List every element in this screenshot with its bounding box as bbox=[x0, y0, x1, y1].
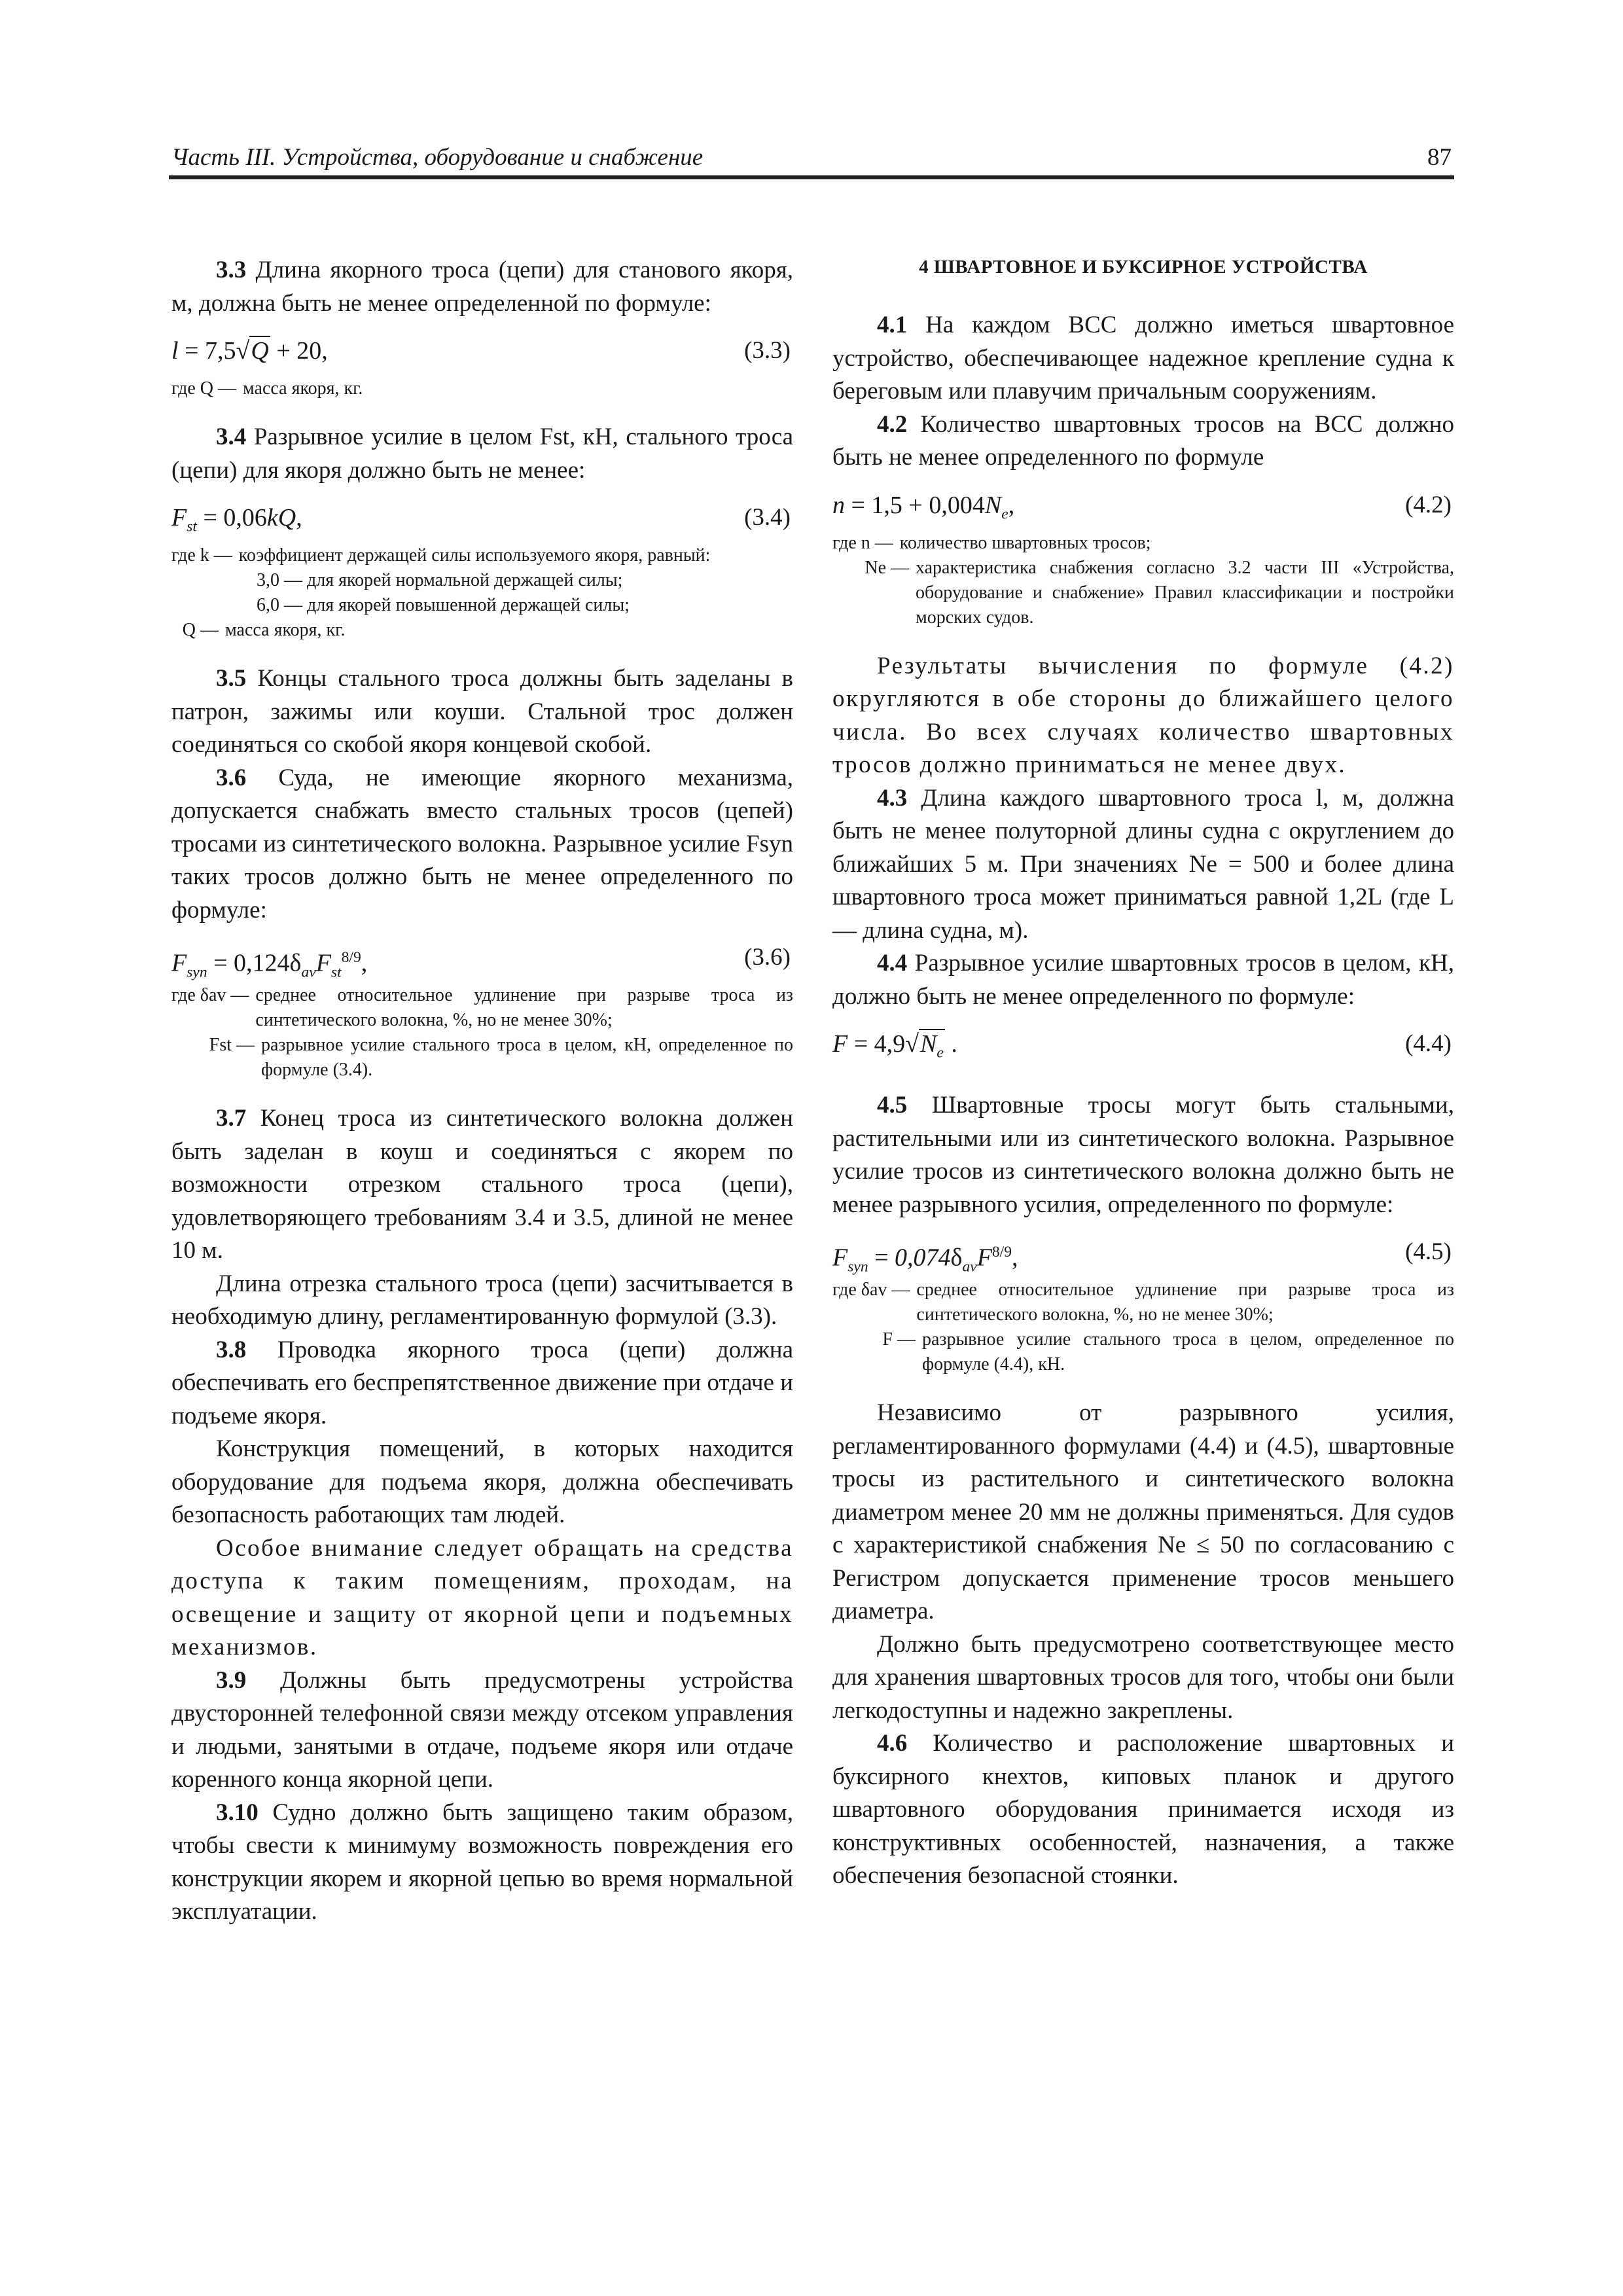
formula-expression: $F = 4,9√N_e$ . bbox=[832, 1030, 957, 1062]
formula-number: (4.2) bbox=[1405, 491, 1452, 518]
clause-number: 3.3 bbox=[216, 257, 247, 283]
formula-3-3 bbox=[171, 334, 793, 367]
formula-expression: $F_{syn} = 0,124\delta_{av}F_{st}^{8/9}$, bbox=[171, 949, 368, 981]
formula-4-5 bbox=[832, 1236, 1454, 1276]
legend-desc: разрывное усилие стального троса в целом, определенное по формуле (4.4), кН. bbox=[922, 1329, 1454, 1374]
page-header bbox=[169, 143, 1454, 179]
clause-number: 4.5 bbox=[877, 1092, 908, 1119]
paragraph-3-7 bbox=[171, 1102, 793, 1268]
formula-expression: l = 7,5√Q + 20, bbox=[171, 337, 328, 365]
formula-4-2 bbox=[832, 489, 1454, 522]
clause-number: 3.10 bbox=[216, 1799, 259, 1826]
formula-expression: $n = 1,5 + 0,004N_e$, bbox=[832, 491, 1015, 523]
legend-desc: характеристика снабжения согласно 3.2 части III «Устройства, оборудование и снабжение» Правил классификации и постройки морских судов. bbox=[916, 557, 1454, 628]
section-title: 4 ШВАРТОВНОЕ И БУКСИРНОЕ УСТРОЙСТВА bbox=[919, 257, 1368, 278]
paragraph-4-2 bbox=[832, 408, 1454, 475]
formula-legend bbox=[171, 376, 793, 401]
clause-number: 4.4 bbox=[877, 950, 908, 977]
formula-number: (4.4) bbox=[1405, 1030, 1452, 1057]
clause-number: 3.4 bbox=[216, 423, 247, 450]
clause-number: 3.9 bbox=[216, 1666, 247, 1694]
paragraph-3-8-c: Особое внимание следует обращать на средства доступа к таким помещениям, проходам, на освещение и защиту от якорной цепи и подъемных механизмов. bbox=[171, 1534, 793, 1660]
legend-desc: среднее относительное удлинение при разрыве троса из синтетического волокна, %, но не менее 30%; bbox=[255, 985, 793, 1030]
legend-label: где Q — bbox=[171, 378, 236, 399]
legend-desc: масса якоря, кг. bbox=[225, 620, 346, 640]
paragraph-3-8 bbox=[171, 1334, 793, 1433]
legend-desc: разрывное усилие стального троса в целом, кН, определенное по формуле (3.4). bbox=[261, 1035, 793, 1080]
paragraph-4-2-b: Результаты вычисления по формуле (4.2) округляются в обе стороны до ближайшего целого числа. Во всех случаях количество швартовных тросов должно приниматься не менее двух. bbox=[832, 652, 1454, 778]
legend-label: F — bbox=[882, 1329, 916, 1350]
left-column bbox=[171, 254, 793, 1929]
paragraph-text: Конец троса из синтетического волокна должен быть заделан в коуш и соединяться с якорем по возможности отрезком стального троса (цепи), удовлетворяющего требованиям 3.4 и 3.5, длиной не менее 10 м. bbox=[171, 1105, 793, 1264]
paragraph-3-9 bbox=[171, 1664, 793, 1797]
formula-4-4 bbox=[832, 1028, 1454, 1060]
legend-label: где δav — bbox=[171, 985, 249, 1005]
formula-legend bbox=[832, 1278, 1454, 1377]
paragraph-text: Концы стального троса должны быть заделаны в патрон, зажимы или коуши. Стальной трос должен соединяться со скобой якоря концевой скобой. bbox=[171, 665, 793, 758]
formula-legend bbox=[171, 983, 793, 1083]
paragraph-3-8-b: Конструкция помещений, в которых находится оборудование для подъема якоря, должна обеспечивать безопасность работающих там людей. bbox=[171, 1435, 793, 1528]
clause-number: 3.7 bbox=[216, 1105, 247, 1132]
paragraph-4-4 bbox=[832, 947, 1454, 1013]
paragraph-3-10 bbox=[171, 1797, 793, 1929]
legend-label: где δav — bbox=[832, 1280, 910, 1300]
paragraph-text: Судно должно быть защищено таким образом, чтобы свести к минимуму возможность повреждения его конструкции якорем и якорной цепью во время нормальной эксплуатации. bbox=[171, 1799, 793, 1925]
clause-number: 4.6 bbox=[877, 1730, 908, 1757]
legend-label: Q — bbox=[182, 620, 219, 640]
right-column bbox=[832, 254, 1454, 1893]
formula-number: (3.6) bbox=[744, 944, 791, 971]
paragraph-text: Проводка якорного троса (цепи) должна обеспечивать его беспрепятственное движение при отдаче и подъеме якоря. bbox=[171, 1336, 794, 1429]
legend-label: Fst — bbox=[209, 1035, 255, 1055]
paragraph-text: Суда, не имеющие якорного механизма, допускается снабжать вместо стальных тросов (цепей) тросами из синтетического волокна. Разрывное усилие Fsyn таких тросов должно быть не менее определенного по формуле: bbox=[171, 764, 793, 924]
clause-number: 4.2 bbox=[877, 410, 908, 438]
legend-desc: количество швартовных тросов; bbox=[899, 532, 1151, 553]
paragraph-text: Количество и расположение швартовных и буксирного кнехтов, киповых планок и другого швартовного оборудования принимается исходя из конструктивных особенностей, назначения, а также обеспечения безопасной стоянки. bbox=[832, 1730, 1454, 1889]
clause-number: 3.5 bbox=[216, 665, 247, 692]
legend-desc: масса якоря, кг. bbox=[242, 378, 363, 399]
clause-number: 4.1 bbox=[877, 312, 908, 338]
paragraph-4-5 bbox=[832, 1089, 1454, 1221]
formula-number: (3.4) bbox=[744, 504, 791, 531]
legend-label: где k — bbox=[171, 545, 232, 565]
legend-desc: среднее относительное удлинение при разрыве троса из синтетического волокна, %, но не менее 30%; bbox=[916, 1280, 1454, 1325]
formula-legend bbox=[832, 531, 1454, 630]
paragraph-4-5-c: Должно быть предусмотрено соответствующее место для хранения швартовных тросов для того, чтобы они были легкодоступны и надежно закреплены. bbox=[832, 1630, 1454, 1724]
paragraph-3-7-continued: Длина отрезка стального троса (цепи) засчитывается в необходимую длину, регламентированную формулой (3.3). bbox=[171, 1270, 793, 1330]
header-title: Часть III. Устройства, оборудование и снабжение bbox=[171, 144, 704, 171]
paragraph-text: На каждом ВСС должно иметься швартовное устройство, обеспечивающее надежное крепление судна к береговым или плавучим причальным сооружениям. bbox=[832, 312, 1454, 404]
formula-number: (3.3) bbox=[744, 337, 791, 364]
paragraph-3-3 bbox=[171, 254, 793, 320]
paragraph-text: Разрывное усилие в целом Fst, кН, стального троса (цепи) для якоря должно быть не менее: bbox=[171, 423, 793, 484]
paragraph-text: Длина якорного троса (цепи) для станового якоря, м, должна быть не менее определенной по формуле: bbox=[171, 257, 793, 317]
paragraph-4-6 bbox=[832, 1727, 1454, 1893]
clause-number: 3.8 bbox=[216, 1336, 247, 1363]
paragraph-4-5-b: Независимо от разрывного усилия, регламентированного формулами (4.4) и (4.5), швартовные тросы из растительного и синтетического волокна диаметром менее 20 мм не должны применяться. Для судов с характеристикой снабжения Ne ≤ 50 по согласованию с Регистром допускается применение тросов меньшего диаметра. bbox=[832, 1399, 1454, 1624]
paragraph-4-3 bbox=[832, 782, 1454, 948]
paragraph-text: Швартовные тросы могут быть стальными, растительными или из синтетического волокна. Разрывное усилие тросов из синтетического волокна должно быть не менее разрывного усилия, определенного по формуле: bbox=[832, 1092, 1454, 1218]
formula-3-6 bbox=[171, 941, 793, 981]
paragraph-text: Длина каждого швартовного троса l, м, должна быть не менее полуторной длины судна с округлением до ближайших 5 м. При значениях Ne = 500 и более длина швартовного троса может приниматься равной 1,2L (где L — длина судна, м). bbox=[832, 784, 1454, 944]
clause-number: 4.3 bbox=[877, 784, 908, 812]
formula-expression: $F_{syn} = 0,074\delta_{av}F^{8/9}$, bbox=[832, 1244, 1018, 1276]
formula-number: (4.5) bbox=[1405, 1238, 1452, 1265]
legend-desc: коэффициент держащей силы используемого якоря, равный: bbox=[238, 545, 711, 565]
paragraph-text: Количество швартовных тросов на ВСС должно быть не менее определенного по формуле bbox=[832, 410, 1454, 471]
formula-3-4 bbox=[171, 501, 793, 534]
paragraph-text: Должны быть предусмотрены устройства двусторонней телефонной связи между отсеком управления и людьми, занятыми в отдаче, подъеме якоря или отдаче коренного конца якорной цепи. bbox=[171, 1666, 793, 1793]
legend-label: где n — bbox=[832, 532, 893, 553]
paragraph-text: Разрывное усилие швартовных тросов в целом, кН, должно быть не менее определенного по формуле: bbox=[832, 950, 1454, 1010]
formula-expression: $F_{st} = 0,06kQ$, bbox=[171, 504, 302, 535]
formula-legend bbox=[171, 543, 793, 643]
paragraph-3-5 bbox=[171, 662, 793, 762]
paragraph-3-4 bbox=[171, 421, 793, 487]
legend-subitem: 6,0 — для якорей повышенной держащей силы; bbox=[257, 595, 630, 615]
page-number: 87 bbox=[1427, 144, 1452, 171]
paragraph-4-1 bbox=[832, 309, 1454, 408]
legend-subitem: 3,0 — для якорей нормальной держащей силы; bbox=[257, 570, 623, 590]
clause-number: 3.6 bbox=[216, 764, 247, 791]
paragraph-3-6 bbox=[171, 762, 793, 927]
legend-label: Ne — bbox=[865, 557, 909, 578]
